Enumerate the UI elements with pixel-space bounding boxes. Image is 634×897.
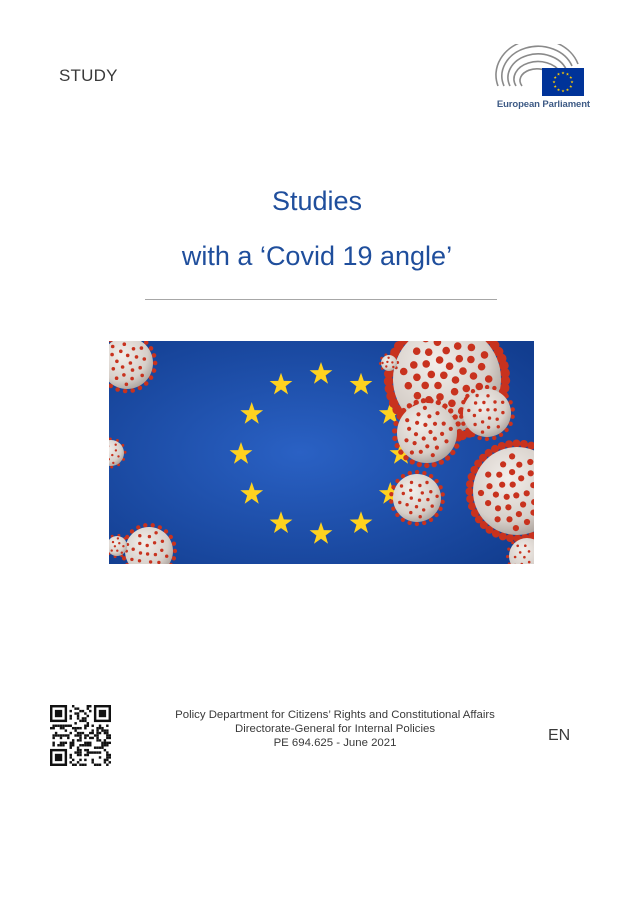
title-divider — [145, 299, 497, 300]
qr-code — [50, 705, 111, 766]
reference-date: PE 694.625 - June 2021 — [273, 737, 397, 749]
publication-info — [140, 708, 530, 750]
cover-image — [109, 341, 534, 564]
document-type-label: STUDY — [59, 66, 118, 85]
language-code: EN — [548, 727, 571, 744]
logo-label: European Parliament — [496, 99, 590, 110]
title-line-2: with a ‘Covid 19 angle’ — [181, 241, 453, 271]
directorate: Directorate-General for Internal Policies — [234, 723, 436, 735]
policy-department: Policy Department for Citizens’ Rights and Constitutional Affairs — [175, 709, 495, 721]
title-line-1: Studies — [271, 186, 363, 216]
